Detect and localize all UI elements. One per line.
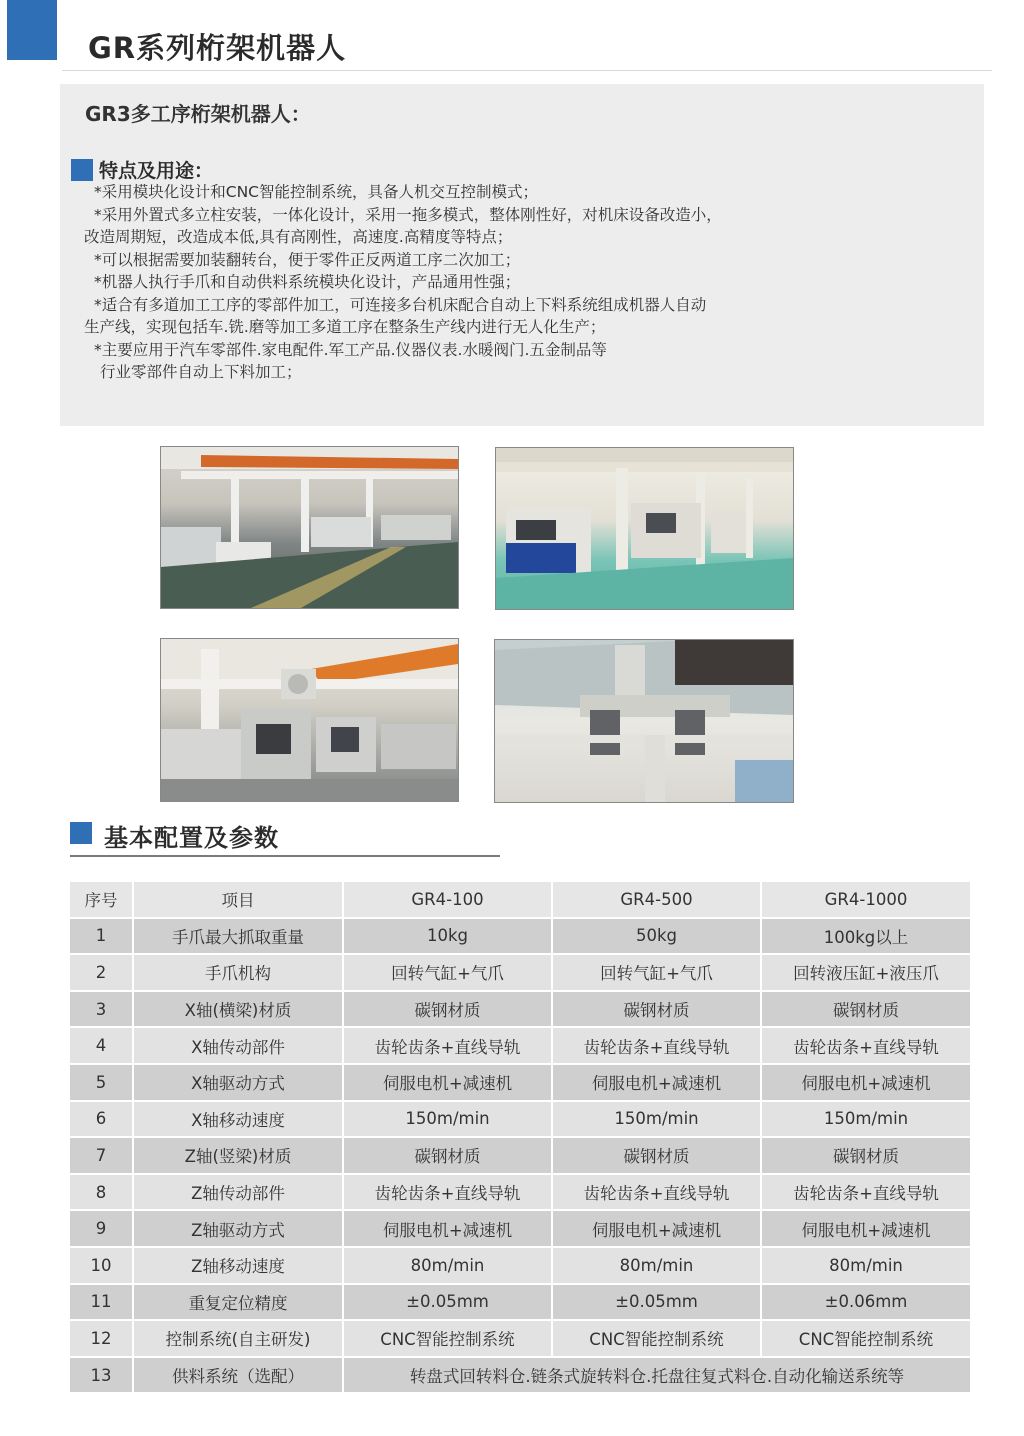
spec-cell: Z轴驱动方式 [134, 1211, 342, 1246]
spec-cell: 齿轮齿条+直线导轨 [762, 1028, 970, 1063]
spec-cell: X轴传动部件 [134, 1028, 342, 1063]
feature-line: *主要应用于汽车零部件.家电配件.军工产品.仪器仪表.水暖阀门.五金制品等 [94, 340, 607, 359]
spec-cell: 回转气缸+气爪 [553, 955, 760, 990]
factory-photo-1 [160, 446, 459, 609]
spec-row [70, 1175, 970, 1210]
section-square-icon [71, 159, 93, 181]
feature-line: 生产线，实现包括车.铣.磨等加工多道工序在整条生产线内进行无人化生产； [84, 318, 606, 336]
spec-cell: ±0.05mm [344, 1285, 551, 1320]
spec-row [70, 1321, 970, 1356]
spec-cell: 齿轮齿条+直线导轨 [762, 1175, 970, 1210]
feature-line: *机器人执行手爪和自动供料系统模块化设计，产品通用性强； [94, 273, 521, 291]
spec-cell: 齿轮齿条+直线导轨 [344, 1028, 551, 1063]
spec-cell: 碳钢材质 [762, 1138, 970, 1173]
spec-cell: 150m/min [553, 1102, 760, 1137]
feature-line: 行业零部件自动上下料加工； [100, 363, 302, 381]
spec-cell: 控制系统(自主研发) [134, 1321, 342, 1356]
spec-cell: X轴驱动方式 [134, 1065, 342, 1100]
feature-line: *采用外置式多立柱安装，一体化设计，采用一拖多模式，整体刚性好，对机床设备改造小， [94, 205, 722, 224]
spec-cell: 碳钢材质 [553, 992, 760, 1027]
product-subtitle: GR3多工序桁架机器人： [85, 102, 311, 126]
spec-table-body [70, 882, 970, 1392]
spec-cell: ±0.06mm [762, 1285, 970, 1320]
spec-cell: 80m/min [553, 1248, 760, 1283]
spec-cell: X轴(横梁)材质 [134, 992, 342, 1027]
spec-cell: 转盘式回转料仓.链条式旋转料仓.托盘往复式料仓.自动化输送系统等 [344, 1358, 970, 1393]
factory-photo-3 [160, 638, 459, 802]
spec-cell: 10 [70, 1248, 132, 1283]
features-heading [71, 156, 213, 183]
spec-cell: 8 [70, 1175, 132, 1210]
spec-cell: 6 [70, 1102, 132, 1137]
workshop-scene-graphic [496, 448, 793, 609]
spec-cell: 10kg [344, 919, 551, 954]
spec-cell: 伺服电机+减速机 [762, 1211, 970, 1246]
spec-cell: CNC智能控制系统 [553, 1321, 760, 1356]
header-cell: 项目 [134, 882, 342, 917]
spec-row [70, 919, 970, 954]
spec-cell: 供料系统（选配） [134, 1358, 342, 1393]
spec-cell: 7 [70, 1138, 132, 1173]
feature-line: 改造周期短，改造成本低,具有高刚性，高速度.高精度等特点； [84, 228, 513, 246]
spec-row [70, 1065, 970, 1100]
title-divider [62, 70, 992, 71]
spec-row [70, 1358, 970, 1393]
header-cell: 序号 [70, 882, 132, 917]
spec-cell: 齿轮齿条+直线导轨 [553, 1028, 760, 1063]
spec-cell: 回转气缸+气爪 [344, 955, 551, 990]
spec-cell: 3 [70, 992, 132, 1027]
spec-cell: 11 [70, 1285, 132, 1320]
spec-cell: 1 [70, 919, 132, 954]
spec-cell: 伺服电机+减速机 [344, 1211, 551, 1246]
spec-cell: 齿轮齿条+直线导轨 [553, 1175, 760, 1210]
spec-cell: 80m/min [762, 1248, 970, 1283]
spec-cell: 80m/min [344, 1248, 551, 1283]
spec-row [70, 1102, 970, 1137]
spec-cell: ±0.05mm [553, 1285, 760, 1320]
feature-line: *采用模块化设计和CNC智能控制系统，具备人机交互控制模式； [94, 183, 538, 201]
spec-cell: 12 [70, 1321, 132, 1356]
spec-row [70, 1028, 970, 1063]
header-cell: GR4-1000 [762, 882, 970, 917]
spec-row [70, 992, 970, 1027]
spec-cell: 13 [70, 1358, 132, 1393]
feature-line: *可以根据需要加装翻转台，便于零件正反两道工序二次加工； [94, 250, 521, 269]
spec-cell: 重复定位精度 [134, 1285, 342, 1320]
spec-table [68, 880, 972, 1394]
spec-cell: 150m/min [344, 1102, 551, 1137]
spec-cell: Z轴移动速度 [134, 1248, 342, 1283]
section-square-icon [70, 822, 92, 844]
spec-cell: 齿轮齿条+直线导轨 [344, 1175, 551, 1210]
spec-cell: 碳钢材质 [344, 992, 551, 1027]
header-accent-bar [7, 0, 57, 60]
spec-cell: CNC智能控制系统 [762, 1321, 970, 1356]
spec-cell: 9 [70, 1211, 132, 1246]
spec-header-row [70, 882, 970, 917]
spec-cell: 150m/min [762, 1102, 970, 1137]
spec-cell: 100kg以上 [762, 919, 970, 954]
spec-cell: 碳钢材质 [762, 992, 970, 1027]
header-cell: GR4-500 [553, 882, 760, 917]
gripper-photo [494, 639, 794, 803]
spec-cell: 碳钢材质 [553, 1138, 760, 1173]
spec-row [70, 1248, 970, 1283]
spec-cell: 手爪机构 [134, 955, 342, 990]
production-line-graphic [161, 639, 458, 801]
factory-scene-graphic [161, 447, 458, 608]
spec-cell: 手爪最大抓取重量 [134, 919, 342, 954]
header-cell: GR4-100 [344, 882, 551, 917]
spec-row [70, 1285, 970, 1320]
spec-cell: 伺服电机+减速机 [553, 1211, 760, 1246]
spec-cell: 5 [70, 1065, 132, 1100]
features-list [84, 181, 964, 384]
spec-row [70, 1138, 970, 1173]
spec-cell: 伺服电机+减速机 [553, 1065, 760, 1100]
spec-section-rule [70, 855, 500, 857]
spec-cell: 4 [70, 1028, 132, 1063]
spec-cell: Z轴(竖梁)材质 [134, 1138, 342, 1173]
spec-cell: 伺服电机+减速机 [344, 1065, 551, 1100]
factory-photo-2 [495, 447, 794, 610]
gripper-closeup-graphic [495, 640, 793, 802]
spec-row [70, 1211, 970, 1246]
spec-cell: X轴移动速度 [134, 1102, 342, 1137]
spec-cell: 回转液压缸+液压爪 [762, 955, 970, 990]
spec-cell: 伺服电机+减速机 [762, 1065, 970, 1100]
spec-cell: Z轴传动部件 [134, 1175, 342, 1210]
features-title: 特点及用途： [99, 160, 214, 182]
spec-row [70, 955, 970, 990]
spec-cell: 2 [70, 955, 132, 990]
page-title: GR系列桁架机器人 [88, 31, 347, 65]
spec-cell: 碳钢材质 [344, 1138, 551, 1173]
spec-section-title: 基本配置及参数 [104, 824, 279, 852]
spec-cell: 50kg [553, 919, 760, 954]
spec-cell: CNC智能控制系统 [344, 1321, 551, 1356]
feature-line: *适合有多道加工工序的零部件加工，可连接多台机床配合自动上下料系统组成机器人自动 [94, 295, 707, 314]
